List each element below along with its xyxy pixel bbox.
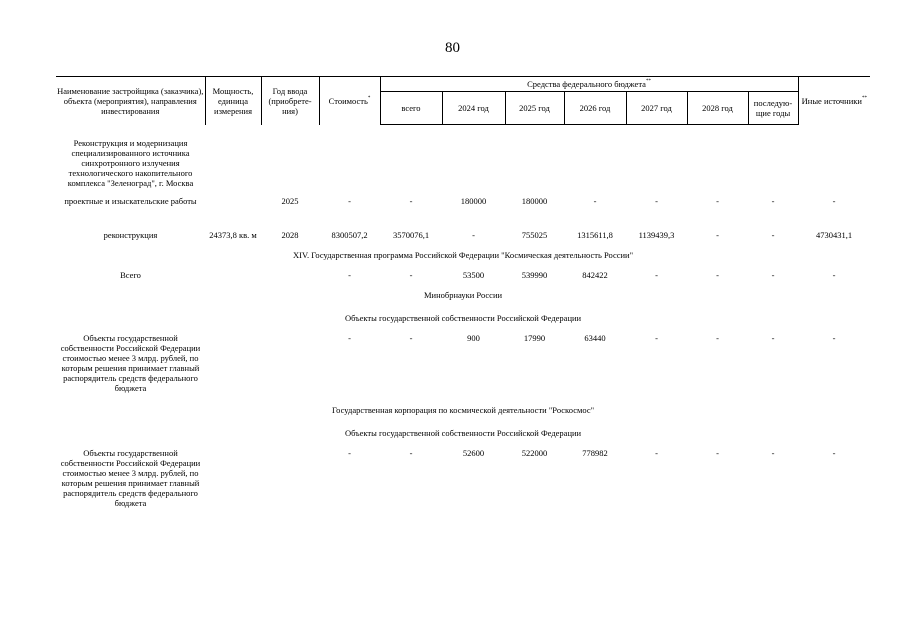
col-header-2027: 2027 год — [626, 92, 687, 125]
cell-2028: - — [716, 229, 719, 240]
cell-other: - — [832, 269, 836, 280]
row-name: Всего — [120, 269, 141, 280]
cell-total: - — [409, 447, 413, 458]
col-header-cost — [319, 77, 380, 125]
col-header-capacity: Мощность, единица измерения — [205, 77, 261, 125]
cell-cost: 8300507,2 — [331, 229, 368, 240]
cell-capacity — [205, 325, 261, 394]
cell-later: - — [771, 269, 775, 280]
cell-2024: 52600 — [462, 447, 485, 458]
row-name: Объекты государственной собственности Российской Федерации стоимостью менее 3 млрд. рублей, по которым решения принимает главный распорядитель средств федерального бюджета — [60, 447, 201, 508]
cell-other: - — [832, 195, 836, 206]
cell-2027: 1139439,3 — [638, 229, 675, 240]
cell-year — [261, 325, 319, 394]
cell-2027: - — [655, 195, 658, 206]
other-footnote-mark: ** — [861, 95, 867, 101]
cell-2025: 17990 — [523, 332, 546, 343]
cell-capacity — [205, 440, 261, 509]
col-header-year: Год ввода (приобрете-ния) — [261, 77, 319, 125]
col-header-later: последую-щие годы — [748, 92, 798, 125]
table-row — [56, 229, 870, 241]
cell-year — [261, 440, 319, 509]
cell-2026: 1315611,8 — [577, 229, 613, 240]
cell-year — [261, 262, 319, 281]
cell-2025: 522000 — [521, 447, 548, 458]
section-heading-row — [56, 241, 870, 262]
col-header-other — [798, 77, 870, 125]
col-header-federal — [380, 77, 798, 92]
cell-cost: - — [348, 332, 351, 343]
col-header-total: всего — [380, 92, 442, 125]
cell-other: - — [832, 447, 836, 458]
cell-total: 3570076,1 — [392, 229, 430, 240]
cell-2027: - — [655, 332, 658, 343]
cell-later: - — [771, 332, 775, 343]
table-row — [56, 189, 870, 229]
cell-other: - — [832, 332, 836, 343]
cell-2026: - — [593, 195, 597, 206]
table-row — [56, 262, 870, 281]
cell-capacity — [205, 189, 261, 229]
col-header-2024: 2024 год — [442, 92, 505, 125]
cell-2028: - — [716, 447, 719, 458]
agency-heading: Государственная корпорация по космической деятельности "Роскосмос" — [331, 404, 595, 415]
federal-label: Средства федерального бюджета — [527, 79, 646, 89]
cell-2026: 63440 — [584, 332, 606, 343]
cell-2024: 180000 — [460, 195, 487, 206]
federal-footnote-mark: ** — [645, 79, 651, 84]
cell-cost: - — [348, 447, 351, 458]
subsection-heading: Объекты государственной собственности Российской Федерации — [344, 312, 582, 323]
cell-2025: 539990 — [521, 269, 548, 280]
budget-table — [56, 76, 870, 509]
cell-later: - — [771, 229, 775, 240]
cell-total: - — [409, 195, 413, 206]
cell-2028: - — [716, 195, 719, 206]
col-header-name: Наименование застройщика (заказчика), объекта (мероприятия), направления инвестирования — [56, 77, 205, 125]
cell-2028: - — [716, 269, 719, 280]
table-header — [56, 77, 870, 125]
ministry-heading: Минобрнауки России — [424, 289, 503, 300]
cell-other: 4730431,1 — [816, 229, 853, 240]
section-heading-row — [56, 281, 870, 302]
cell-2025: 755025 — [521, 229, 548, 240]
object-name: Реконструкция и модернизация специализированного источника синхротронного излучения технологического накопительного комплекса "Зеленоград", г. Москва — [67, 137, 194, 188]
cell-total: - — [409, 269, 413, 280]
other-label: Иные источники — [801, 95, 862, 106]
cost-label: Стоимость — [328, 95, 368, 106]
col-header-2026: 2026 год — [564, 92, 626, 125]
cell-2028: - — [716, 332, 719, 343]
cell-2024: 900 — [467, 332, 480, 343]
cell-total: - — [409, 332, 413, 343]
cell-later: - — [771, 195, 775, 206]
row-name: проектные и изыскательские работы — [64, 195, 197, 206]
cell-later: - — [771, 447, 775, 458]
cost-footnote-mark: * — [367, 95, 371, 101]
row-name: Объекты государственной собственности Российской Федерации стоимостью менее 3 млрд. рублей, по которым решения принимает главный распорядитель средств федерального бюджета — [60, 332, 201, 393]
cell-capacity — [205, 262, 261, 281]
col-header-2028: 2028 год — [687, 92, 748, 125]
cell-2027: - — [655, 269, 658, 280]
table-row — [56, 325, 870, 394]
row-name: реконструкция — [103, 229, 158, 240]
cell-2027: - — [655, 447, 658, 458]
cell-2026: 778982 — [582, 447, 608, 458]
cell-year: 2025 — [281, 195, 299, 206]
page-number: 80 — [445, 40, 460, 56]
subsection-heading: Объекты государственной собственности Российской Федерации — [344, 427, 582, 438]
cell-2026: 842422 — [582, 269, 608, 280]
section-heading-row — [56, 394, 870, 417]
cell-capacity: 24373,8 кв. м — [209, 229, 257, 240]
table-row — [56, 440, 870, 509]
cell-cost: - — [348, 195, 351, 206]
cell-year: 2028 — [281, 229, 299, 240]
cell-2024: 53500 — [462, 269, 485, 280]
cell-2024: - — [472, 229, 475, 240]
table-row — [56, 125, 870, 189]
section-heading: XIV. Государственная программа Российской Федерации "Космическая деятельность России" — [292, 249, 634, 260]
section-heading-row — [56, 417, 870, 440]
section-heading-row — [56, 302, 870, 325]
cell-2025: 180000 — [521, 195, 548, 206]
cell-cost: - — [348, 269, 351, 280]
col-header-2025: 2025 год — [505, 92, 564, 125]
